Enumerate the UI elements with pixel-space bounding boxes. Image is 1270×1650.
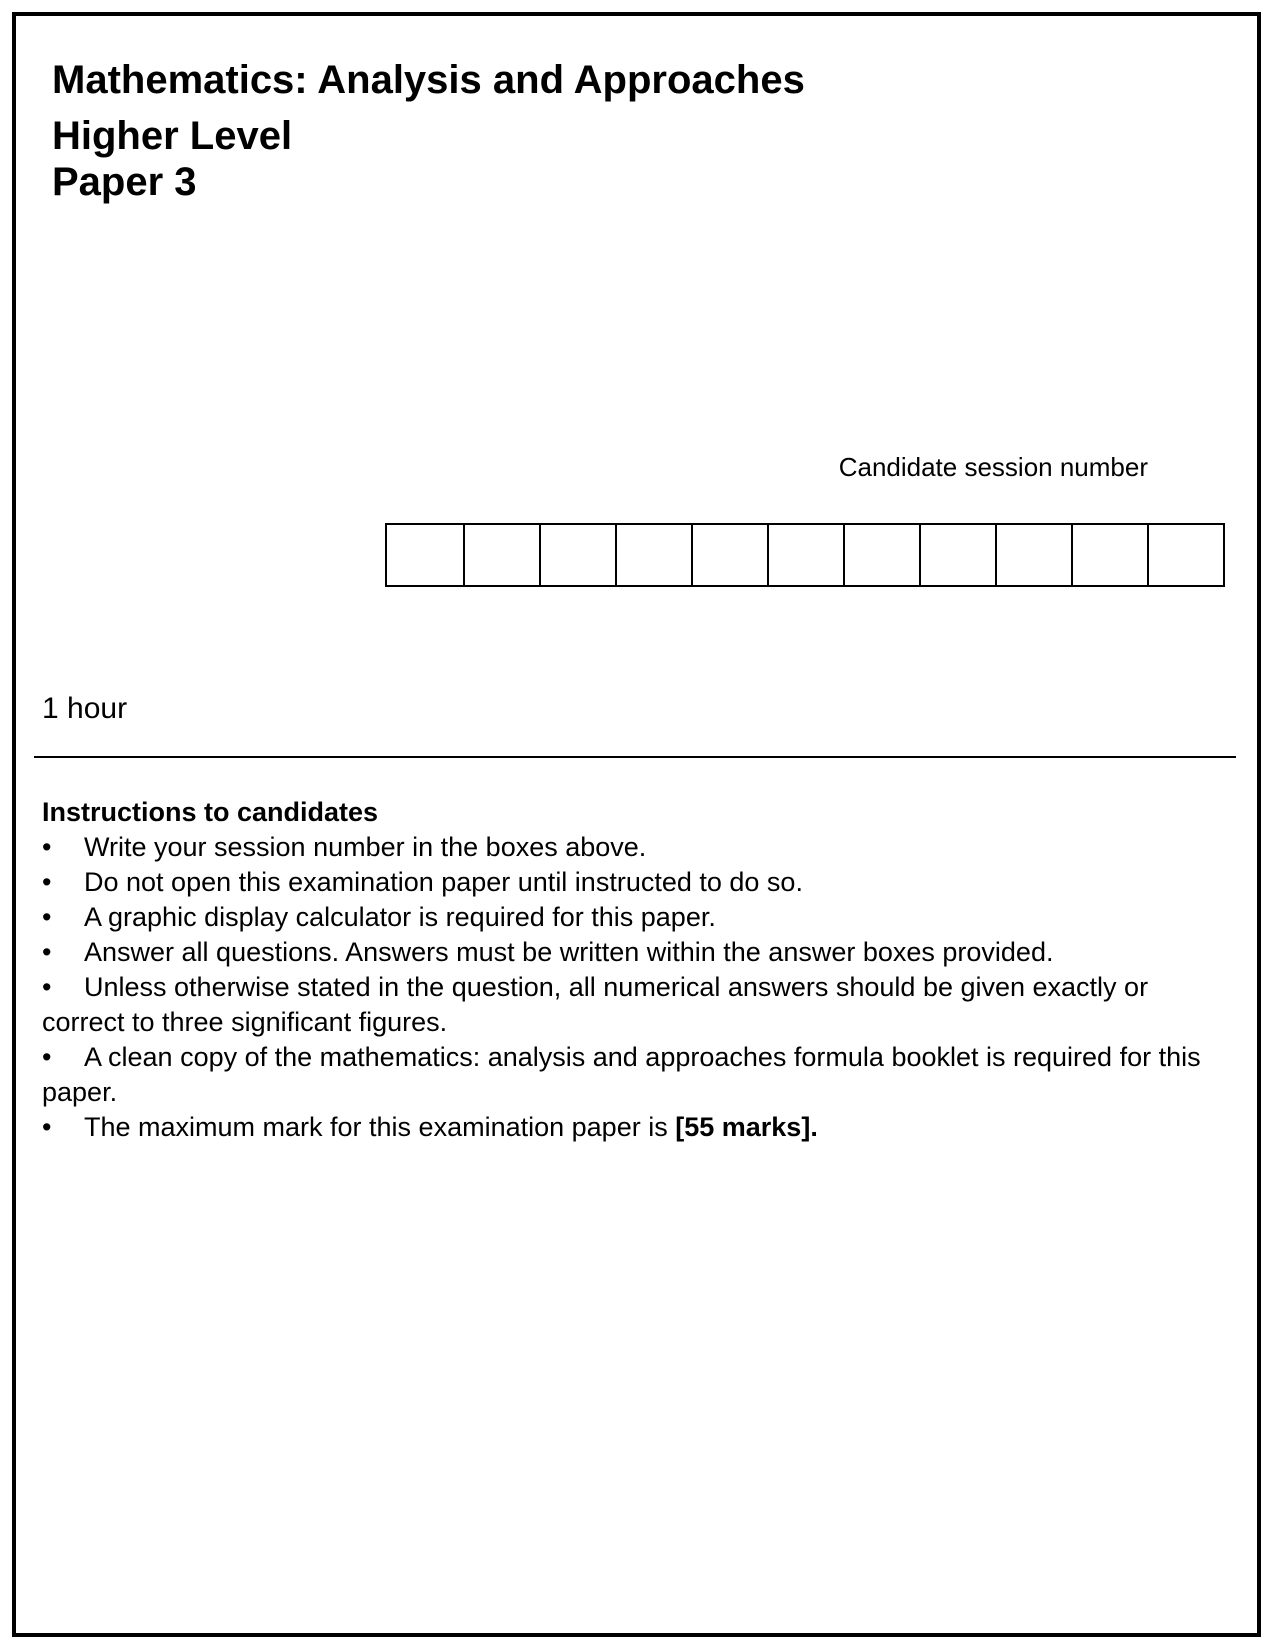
exam-duration: 1 hour — [42, 692, 128, 725]
session-digit-box[interactable] — [463, 525, 539, 585]
instruction-item — [42, 970, 1222, 1040]
instruction-item — [42, 900, 1222, 935]
bullet-icon: • — [42, 937, 52, 967]
session-digit-box[interactable] — [1071, 525, 1147, 585]
bullet-icon: • — [42, 1112, 52, 1142]
instruction-item — [42, 830, 1222, 865]
session-digit-box[interactable] — [995, 525, 1071, 585]
bullet-icon: • — [42, 832, 52, 862]
instruction-item — [42, 865, 1222, 900]
instructions-heading: Instructions to candidates — [42, 797, 379, 827]
instruction-text: Write your session number in the boxes above. — [84, 832, 647, 862]
divider-line — [34, 756, 1236, 758]
bullet-icon: • — [42, 1042, 52, 1072]
max-mark-value: [55 marks]. — [675, 1112, 818, 1142]
instruction-text: A graphic display calculator is required for this paper. — [84, 902, 716, 932]
bullet-icon: • — [42, 972, 52, 1002]
title-paper: Paper 3 — [52, 160, 197, 204]
session-number-boxes — [385, 523, 1225, 587]
session-number-label: Candidate session number — [838, 452, 1148, 482]
bullet-icon: • — [42, 867, 52, 897]
session-digit-box[interactable] — [615, 525, 691, 585]
max-mark-text: The maximum mark for this examination paper is — [84, 1112, 668, 1142]
instruction-item — [42, 1040, 1222, 1110]
instructions-section — [42, 795, 1222, 1145]
instruction-text: Answer all questions. Answers must be written within the answer boxes provided. — [84, 937, 1054, 967]
session-digit-box[interactable] — [919, 525, 995, 585]
title-subject: Mathematics: Analysis and Approaches — [52, 58, 805, 102]
instruction-text: Unless otherwise stated in the question, all numerical answers should be given exactly or correct to three significant figures. — [42, 972, 1149, 1037]
title-level: Higher Level — [52, 114, 293, 158]
instructions-list — [42, 830, 1222, 1145]
exam-title — [52, 60, 805, 202]
session-digit-box[interactable] — [387, 525, 463, 585]
instruction-text: A clean copy of the mathematics: analysis and approaches formula booklet is required for this paper. — [42, 1042, 1201, 1107]
session-digit-box[interactable] — [767, 525, 843, 585]
session-digit-box[interactable] — [691, 525, 767, 585]
instruction-item — [42, 1110, 1222, 1145]
session-digit-box[interactable] — [843, 525, 919, 585]
instruction-text: Do not open this examination paper until instructed to do so. — [84, 867, 803, 897]
session-digit-box[interactable] — [1147, 525, 1223, 585]
session-digit-box[interactable] — [539, 525, 615, 585]
instruction-item — [42, 935, 1222, 970]
bullet-icon: • — [42, 902, 52, 932]
